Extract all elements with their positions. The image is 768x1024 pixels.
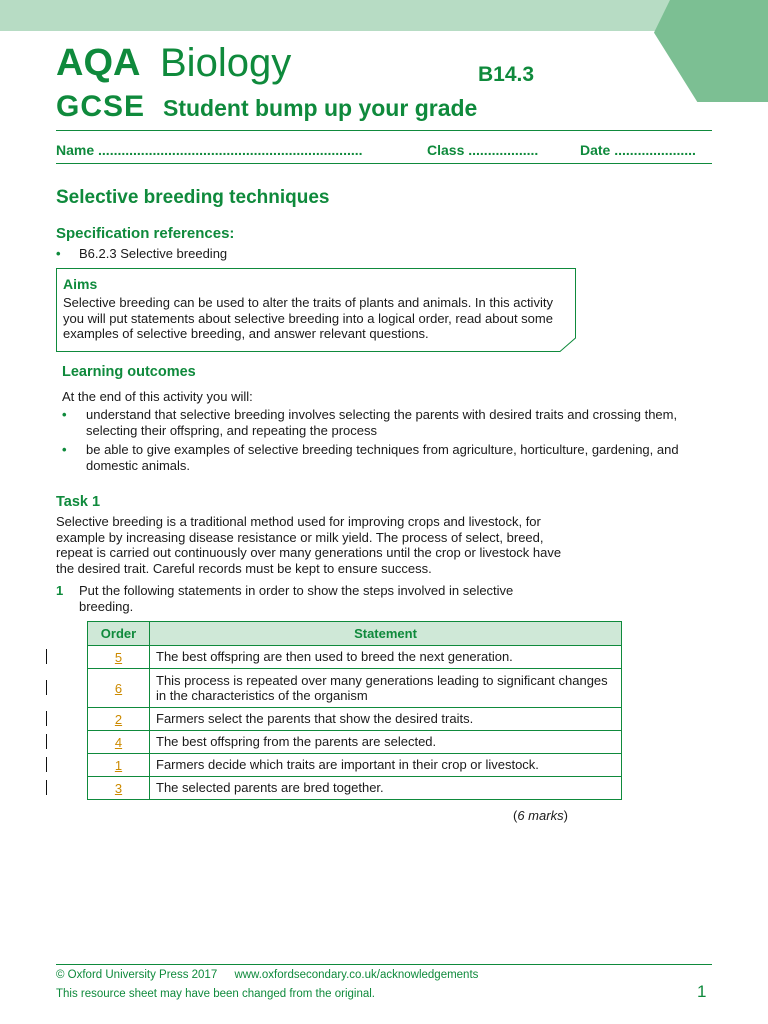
aims-text: Selective breeding can be used to alter the traits of plants and animals. In this activity you will put statements about selective breeding into a logical order, read about some examples of selective breeding, and answer relevant questions. (63, 295, 553, 341)
brand-level: GCSE (56, 90, 146, 123)
statement-cell: This process is repeated over many generations leading to significant changes in the characteristics of the organism (150, 669, 622, 708)
bullet-icon: • (62, 442, 67, 457)
table-row (88, 731, 622, 754)
footer-note: This resource sheet may have been changed from the original. (56, 988, 375, 1000)
aims-box (56, 268, 576, 352)
table-row (88, 708, 622, 731)
header-corner-shape (654, 0, 768, 102)
order-answer[interactable]: 4 (88, 731, 150, 754)
document-subtitle: Student bump up your grade (163, 95, 478, 121)
order-answer[interactable]: 5 (88, 646, 150, 669)
task-heading: Task 1 (56, 494, 101, 510)
copyright-text: © Oxford University Press 2017 (56, 969, 218, 981)
table-row (88, 646, 622, 669)
table-header-row (88, 622, 622, 646)
fields-rule (56, 163, 712, 164)
statement-cell: The best offspring are then used to breed the next generation. (150, 646, 622, 669)
header-band (0, 0, 700, 31)
edit-margin-mark (46, 757, 47, 772)
class-field[interactable]: Class .................. (427, 142, 539, 158)
bullet-icon: • (62, 407, 67, 422)
order-answer[interactable]: 2 (88, 708, 150, 731)
spec-heading: Specification references: (56, 225, 235, 242)
order-answer[interactable]: 1 (88, 754, 150, 777)
task-text: Selective breeding is a traditional method used for improving crops and livestock, for example by increasing disease resistance or milk yield. The process of select, breed, repeat is carried out continuously over many generations until the crop or livestock have the desired trait. Careful records must be kept to ensure success. (56, 514, 562, 576)
brand-subject: Biology (160, 41, 292, 85)
footer-rule (56, 964, 712, 965)
date-field[interactable]: Date ..................... (580, 142, 696, 158)
column-header-statement: Statement (150, 622, 622, 646)
statement-cell: The selected parents are bred together. (150, 777, 622, 800)
footer-line (56, 968, 478, 982)
learning-outcomes-heading: Learning outcomes (62, 364, 196, 380)
order-table (87, 621, 622, 800)
document-code: B14.3 (478, 63, 535, 86)
order-answer[interactable]: 6 (88, 669, 150, 708)
table-row (88, 754, 622, 777)
edit-margin-mark (46, 680, 47, 695)
statement-cell: The best offspring from the parents are selected. (150, 731, 622, 754)
acknowledgements-link[interactable]: www.oxfordsecondary.co.uk/acknowledgements (234, 969, 479, 981)
question-number: 1 (56, 583, 64, 598)
order-answer[interactable]: 3 (88, 777, 150, 800)
learning-outcomes-intro: At the end of this activity you will: (62, 389, 253, 404)
page-title: Selective breeding techniques (56, 187, 330, 208)
header-rule (56, 130, 712, 131)
name-field[interactable]: Name .................................................................... (56, 142, 363, 158)
marks-label: (6 marks) (513, 808, 568, 823)
bullet-icon: • (56, 246, 61, 261)
edit-margin-mark (46, 711, 47, 726)
statement-cell: Farmers decide which traits are important in their crop or livestock. (150, 754, 622, 777)
table-row (88, 777, 622, 800)
edit-margin-mark (46, 649, 47, 664)
brand-aqa: AQA (56, 42, 141, 84)
edit-margin-mark (46, 780, 47, 795)
question-text: Put the following statements in order to show the steps involved in selective breeding. (79, 583, 514, 614)
aims-heading: Aims (63, 276, 98, 292)
table-row (88, 669, 622, 708)
page-number: 1 (697, 982, 707, 1001)
column-header-order: Order (88, 622, 150, 646)
statement-cell: Farmers select the parents that show the desired traits. (150, 708, 622, 731)
edit-margin-mark (46, 734, 47, 749)
